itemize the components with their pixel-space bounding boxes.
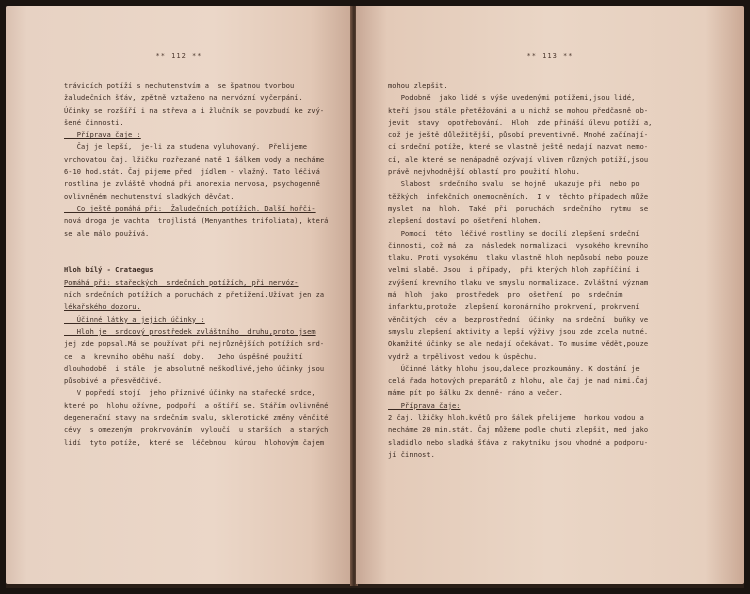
text-line: jí činnost. <box>388 450 435 459</box>
text-line: nová droga je vachta trojlistá (Menyanthes trifoliata), která <box>64 217 329 226</box>
left-page-text <box>64 80 328 449</box>
text-line: degenerační stavy na srdečním svalu, sklerotické změny věnčité <box>64 414 329 423</box>
text-line: velmi slabě. Jsou i případy, při kterých hloh zapříčiní i <box>388 266 640 275</box>
text-line: lékařského dozoru. <box>64 303 141 312</box>
text-line <box>64 240 328 252</box>
text-line: zvýšení krevního tlaku ve smyslu normalizace. Zvláštní význam <box>388 278 649 287</box>
text-line: celá řada hotových preparátů z hlohu, ale čaj je nad nimi.Čaj <box>388 377 649 386</box>
text-line: právě nejvhodnější oblastí pro použití hlohu. <box>388 168 580 177</box>
text-line: tlaku. Proti vysokému tlaku vlastně hloh nepůsobí nebo pouze <box>388 254 649 263</box>
text-line: smyslu zlepšení aktivity a lepší výživy jsou zde zcela nutné. <box>388 327 649 336</box>
text-line: trávicích potíží s nechutenstvím a se špatnou tvorbou <box>64 82 295 90</box>
text-line: vydrž a trpělivost vedou k úspěchu. <box>388 352 538 361</box>
text-line: ce a krevního oběhu naší doby. Jeho úspěšné použití <box>64 352 303 361</box>
text-line: ních srdečních potížích a poruchách z přetížení.Užívat jen za <box>64 291 325 300</box>
text-line: rostlina je zvláště vhodná při anorexia nervosa, psychogenně <box>64 180 320 189</box>
text-line: Účinky se rozšíří i na střeva a i žlučník se povzbudí ke zvý- <box>64 106 325 115</box>
text-line: má hloh jako prostředek pro ošetření po srdečním <box>388 291 623 300</box>
text-line: 6-10 hod.stát. Čaj pijeme před jídlem - vlažný. Tato léčivá <box>64 168 320 177</box>
text-line: sladidlo nebo sladká šťáva z rakytníku jsou vhodné a podporu- <box>388 438 649 447</box>
text-line: což je ještě důležitější, působí preventivně. Mnohé začínají- <box>388 131 649 140</box>
right-page-header: ** 113 ** <box>526 52 574 60</box>
text-line: Čaj je lepší, je-li za studena vyluhovaný. Přelijeme <box>64 143 308 152</box>
text-line: kteří jsou stále přetěžováni a u nichž se mohou předčasně ob- <box>388 106 649 115</box>
text-line: dlouhodobě i stále je absolutně neškodlivé,jeho účinky jsou <box>64 364 325 373</box>
text-line: Hloh je srdcový prostředek zvláštního druhu,proto jsem <box>64 327 316 336</box>
text-line: Účinné látky a jejich účinky : <box>64 315 205 324</box>
text-line: které po hlohu ožívne, podpoří a oštíří se. Stářím ovlivněné <box>64 401 329 410</box>
text-line: těžkých infekčních onemocněních. I v těchto případech může <box>388 192 649 201</box>
text-line: 2 čaj. lžičky hloh.květů pro šálek přelijeme horkou vodou a <box>388 414 644 423</box>
text-line: V popředí stojí jeho příznivé účinky na stařecké srdce, <box>64 389 316 398</box>
text-line: žaludečních šťáv, zpětně vztaženo na nervózní vyčerpání. <box>64 94 303 103</box>
text-line: vrchovatou čaj. lžičku rozřezané natě 1 šálkem vody a necháme <box>64 155 325 164</box>
text-line: jevit stavy opotřebování. Hloh zde přináší úlevu potíží a, <box>388 118 653 127</box>
left-page <box>6 6 352 584</box>
text-line: zlepšení dostaví po ošetření hlohem. <box>388 217 542 226</box>
text-line: cévy s omezeným prokrvováním vyloučí u starších a starých <box>64 426 329 435</box>
text-line: se ale málo používá. <box>64 229 150 238</box>
text-line: Co ještě pomáhá při: Žaludečních potížích. Další hořči- <box>64 204 316 213</box>
text-line: lidí tyto potíže, které se léčebnou kúrou hlohovým čajem <box>64 438 325 447</box>
text-line: infarktu,protože zlepšení koronárního prokrvení, prokrvení <box>388 303 640 312</box>
text-line: Příprava čaje: <box>388 401 461 410</box>
text-line: cí srdeční potíže, které se vlastně ještě nedají nazvat nemo- <box>388 143 649 152</box>
text-line: Příprava čaje : <box>64 131 141 140</box>
right-page <box>356 6 744 584</box>
text-line: jej zde popsal.Má se používat při nejrůznějších potížích srd- <box>64 340 325 349</box>
right-page-text <box>388 80 652 461</box>
text-line: necháme 20 min.stát. Čaj můžeme podle chuti zlepšit, med jako <box>388 426 649 435</box>
text-line: Podobně jako lidé s výše uvedenými potížemi,jsou lidé, <box>388 94 636 103</box>
text-line: Slabost srdečního svalu se hojně ukazuje při nebo po <box>388 180 640 189</box>
text-line: máme pít po šálku 2x denně- ráno a večer. <box>388 389 563 398</box>
text-line: šené činnosti. <box>64 118 124 127</box>
text-line: Pomocí této léčivé rostliny se docílí zlepšení srdeční <box>388 229 640 238</box>
text-line: Hloh bílý - Crataegus <box>64 266 154 275</box>
text-line: činnosti, což má za následek normalizaci vysokého krevního <box>388 241 649 250</box>
text-line: Účinné látky hlohu jsou,dalece prozkoumány. K dostání je <box>388 364 640 373</box>
text-line: Pomáhá při: stařeckých srdečních potížích, při nervóz- <box>64 278 299 287</box>
text-line: působivé a přesvědčivé. <box>64 377 163 386</box>
text-line: mohou zlepšit. <box>388 82 448 90</box>
book-spread <box>6 6 744 588</box>
text-line: myslet na hloh. Také při poruchách srdečního rytmu se <box>388 204 649 213</box>
text-line: věnčitých cév a bezprostřední účinky na srdeční buňky ve <box>388 315 649 324</box>
text-line: ovlivněném nechutenství sladkých děvčat. <box>64 192 235 201</box>
text-line <box>64 252 328 264</box>
left-page-header: ** 112 ** <box>155 52 203 60</box>
text-line: Okamžité účinky se ale nedají očekávat. To musíme vědět,pouze <box>388 340 649 349</box>
text-line: cí, ale které se nenápadně ozývají vlivem různých potíží,jsou <box>388 155 649 164</box>
